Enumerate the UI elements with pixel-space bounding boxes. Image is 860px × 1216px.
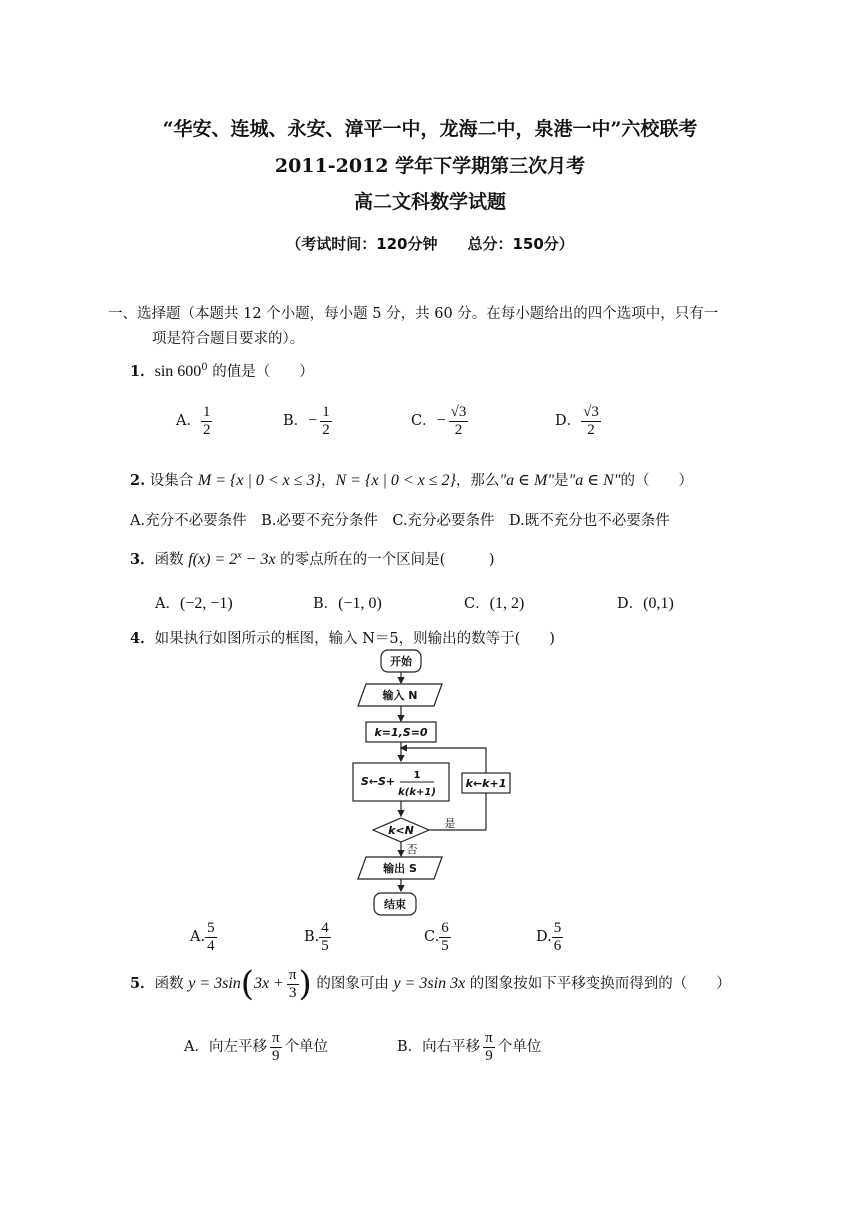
q4-option-d — [536, 920, 563, 954]
question-number: 3． — [130, 551, 155, 568]
option-label: B． — [283, 413, 309, 429]
q2-text: 是 — [554, 473, 569, 489]
option-numerator: 6 — [441, 920, 449, 936]
flowchart — [340, 645, 520, 920]
q2-options: A.充分不必要条件 B.必要不充分条件 C.充分必要条件 D.既不充分也不必要条件 — [130, 513, 670, 529]
exam-title-line3: 高二文科数学试题 — [353, 191, 506, 213]
condition-1: "a ∈ M" — [499, 472, 555, 489]
q4-stem: 如果执行如图所示的框图，输入 N＝5，则输出的数等于( ) — [154, 631, 555, 647]
option-label: A. — [190, 929, 206, 945]
option-numerator: π — [271, 1030, 280, 1046]
q4-option-c — [424, 920, 451, 954]
q1-superscript: 0 — [201, 362, 208, 374]
option-value: (−2, −1) — [179, 595, 233, 612]
set-m: M = {x | 0 < x ≤ 3} — [197, 472, 321, 489]
option-numerator: √3 — [450, 404, 467, 420]
question-number: 5． — [130, 975, 155, 992]
q4-option-b — [304, 920, 331, 954]
flow-start-label: 开始 — [390, 655, 412, 668]
q5-expression-base: y = 3sin 3x — [393, 975, 466, 992]
q5-text: 的图象按如下平移变换而得到的（ ） — [465, 976, 731, 992]
q3-option-b — [313, 592, 382, 613]
q2-text: 设集合 — [145, 473, 198, 489]
q5-text: 函数 — [154, 976, 189, 992]
option-label: B. — [304, 929, 320, 945]
flow-input-label: 输入 N — [382, 689, 418, 702]
q3-expression-tail: − 3x — [241, 551, 276, 568]
option-numerator: √3 — [583, 404, 599, 420]
option-sign: − — [308, 412, 318, 429]
q1-option-a — [176, 404, 212, 438]
section-intro-line2: 项是符合题目要求的）。 — [152, 331, 305, 347]
option-denominator: 2 — [202, 421, 211, 438]
option-numerator: 5 — [553, 920, 562, 936]
question-3 — [130, 548, 494, 569]
option-label: B．向右平移 — [397, 1039, 481, 1055]
option-denominator: 2 — [322, 421, 330, 438]
option-numerator: π — [485, 1030, 493, 1046]
flow-no-label: 否 — [406, 843, 418, 856]
option-denominator: 4 — [207, 937, 215, 954]
exam-title-line1: “华安、连城、永安、漳平一中，龙海二中，泉港一中”六校联考 — [162, 118, 698, 140]
q2-text: ，那么 — [455, 473, 500, 489]
q5-expression: y = 3sin — [188, 975, 241, 992]
question-5: 5．函数 y = 3sin(3x + $\frac{\pi}{3}$ ) 的图象可由 y = 3sin 3x 的图象按如下平移变换而得到的（ ） — [130, 964, 731, 1004]
option-label: D. — [536, 929, 552, 945]
option-label: D． — [617, 596, 644, 612]
q5-option-b — [397, 1030, 541, 1064]
q1-option-c — [411, 404, 468, 438]
option-value: (0,1) — [643, 595, 674, 612]
q5-text: 的图象可由 — [311, 976, 394, 992]
option-value: (−1, 0) — [338, 595, 382, 612]
flow-output-label: 输出 S — [383, 862, 417, 875]
flow-init-label: k=1,S=0 — [374, 726, 428, 739]
q3-text: 函数 — [154, 552, 189, 568]
q5-expression-inner: 3x + — [254, 975, 284, 992]
option-denominator: 9 — [272, 1047, 280, 1064]
option-label: A．向左平移 — [184, 1039, 267, 1055]
option-denominator: 6 — [553, 937, 562, 954]
question-number: 4． — [130, 630, 155, 647]
section-intro-line1: 一、选择题（本题共 12 个小题，每小题 5 分，共 60 分。在每小题给出的四个选项中，只有一 — [108, 306, 719, 322]
option-label: C. — [424, 929, 440, 945]
q3-superscript: x — [237, 550, 242, 562]
flow-condition-label: k<N — [388, 824, 414, 837]
set-n: N = {x | 0 < x ≤ 2} — [335, 472, 456, 489]
option-numerator: 4 — [321, 920, 329, 936]
option-denominator: 5 — [321, 937, 329, 954]
q4-option-a — [190, 920, 217, 954]
q3-option-c — [464, 592, 524, 613]
option-sign: − — [436, 412, 446, 429]
q3-text: 的零点所在的一个区间是( ) — [275, 552, 495, 568]
condition-2: "a ∈ N" — [568, 472, 621, 489]
q1-expression: sin 600 — [154, 363, 202, 380]
option-label: A． — [176, 413, 201, 429]
option-label: D． — [555, 413, 582, 429]
option-denominator: 5 — [441, 937, 449, 954]
flow-assign-label: S←S+ — [360, 775, 396, 788]
q3-option-a — [155, 592, 233, 613]
q1-option-d — [555, 404, 601, 438]
question-number: 1． — [130, 363, 155, 380]
q1-option-b — [283, 404, 332, 438]
option-numerator: 1 — [322, 404, 330, 420]
option-denominator: 9 — [485, 1047, 493, 1064]
q5-pi-denominator: 3 — [288, 984, 297, 1001]
q1-stem: 的值是（ ） — [207, 364, 314, 380]
question-number: 2. — [130, 472, 146, 489]
option-denominator: 2 — [454, 421, 463, 438]
option-tail: 个单位 — [497, 1039, 542, 1055]
q5-option-a — [184, 1030, 328, 1064]
exam-title-line2: 2011-2012 学年下学期第三次月考 — [274, 155, 586, 177]
option-numerator: 5 — [207, 920, 215, 936]
option-label: B． — [313, 596, 339, 612]
flow-assign-denominator: k(k+1) — [398, 787, 436, 798]
q3-option-d — [617, 592, 674, 613]
option-tail: 个单位 — [284, 1039, 329, 1055]
option-label: C． — [411, 413, 437, 429]
option-value: (1, 2) — [489, 595, 525, 612]
q2-text: 的（ ） — [620, 473, 693, 489]
q2-separator: ， — [320, 473, 336, 489]
flow-increment-label: k←k+1 — [465, 777, 507, 790]
option-numerator: 1 — [202, 404, 211, 420]
exam-info: （考试时间：120分钟 总分：150分） — [286, 235, 574, 253]
option-denominator: 2 — [587, 421, 595, 438]
q3-expression: f(x) = 2 — [188, 551, 238, 568]
flow-end-label: 结束 — [384, 898, 406, 911]
flow-yes-label: 是 — [444, 817, 456, 830]
question-1 — [130, 360, 314, 381]
flow-assign-numerator: 1 — [413, 770, 421, 781]
question-2 — [130, 469, 693, 490]
q5-pi-numerator: π — [288, 967, 297, 983]
option-label: C． — [464, 596, 490, 612]
option-label: A． — [155, 596, 180, 612]
